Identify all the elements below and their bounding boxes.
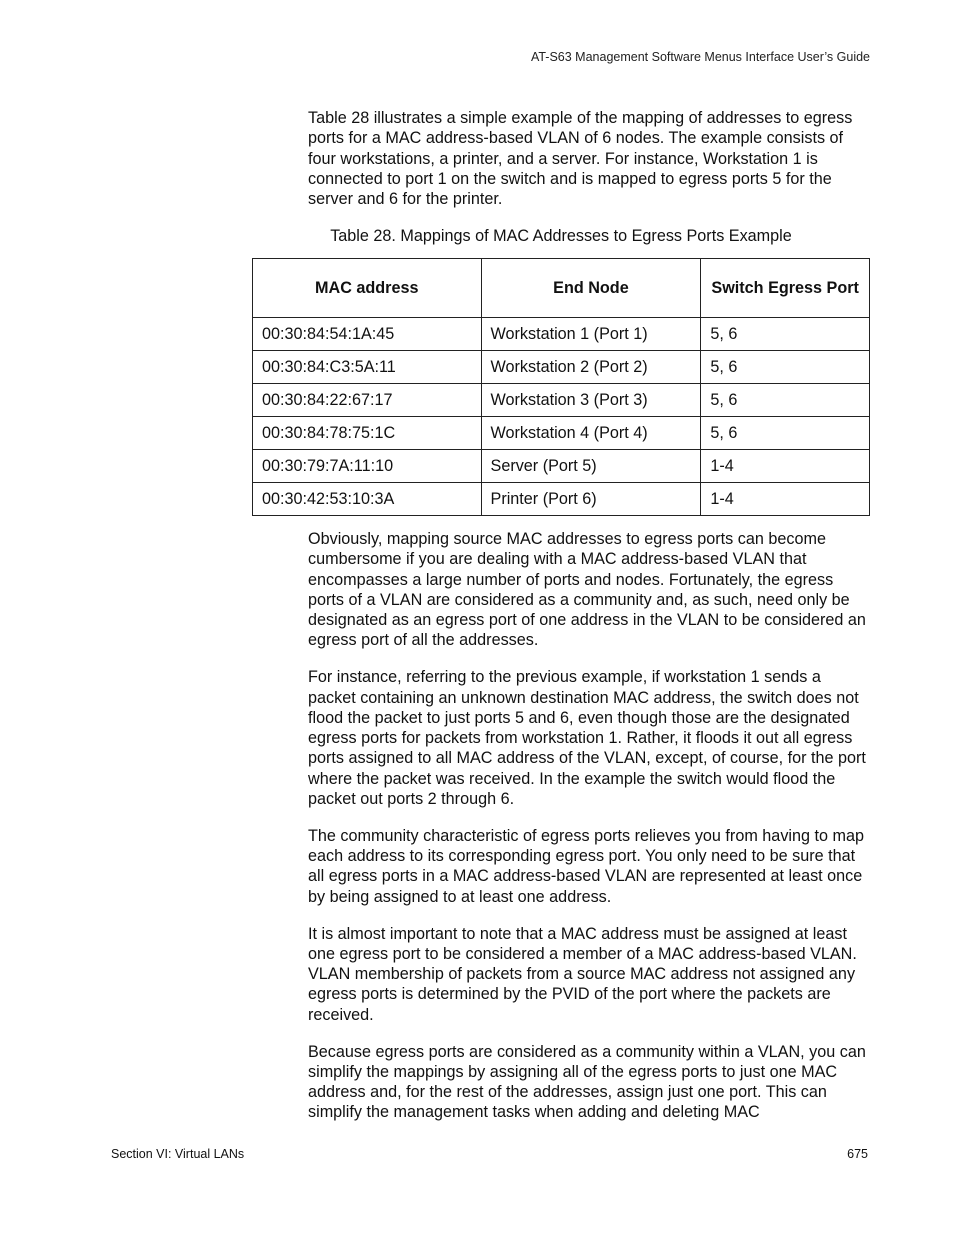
column-header-mac: MAC address <box>253 259 482 318</box>
column-header-end-node: End Node <box>481 259 701 318</box>
table-header-row <box>253 259 870 318</box>
table-row <box>253 384 870 417</box>
page-number: 675 <box>847 1147 868 1161</box>
mac-cell: 00:30:79:7A:11:10 <box>253 450 482 483</box>
column-header-egress-port: Switch Egress Port <box>701 259 870 318</box>
egress-port-cell: 5, 6 <box>701 384 870 417</box>
table-row <box>253 483 870 516</box>
mac-cell: 00:30:84:22:67:17 <box>253 384 482 417</box>
end-node-cell: Workstation 4 (Port 4) <box>481 417 701 450</box>
body-paragraph: It is almost important to note that a MAC address must be assigned at least one egress port to be considered a member of a MAC address-based VLAN. VLAN membership of packets from a source MAC address not assigned any egress ports is determined by the PVID of the port where the packets are received. <box>308 924 857 1024</box>
egress-port-cell: 1-4 <box>701 450 870 483</box>
mac-cell: 00:30:84:C3:5A:11 <box>253 351 482 384</box>
intro-paragraph: Table 28 illustrates a simple example of the mapping of addresses to egress ports for a MAC address-based VLAN of 6 nodes. The example consists of four workstations, a printer, and a server. For instance, Workstation 1 is connected to port 1 on the switch and is mapped to egress ports 5 for the server and 6 for the printer. <box>308 109 853 209</box>
end-node-cell: Workstation 2 (Port 2) <box>481 351 701 384</box>
mac-cell: 00:30:42:53:10:3A <box>253 483 482 516</box>
body-paragraph: Because egress ports are considered as a community within a VLAN, you can simplify the mappings by assigning all of the egress ports to just one MAC address and, for the rest of the addresses, assign just one port. This can simplify the management tasks when adding and deleting MAC <box>308 1042 866 1122</box>
end-node-cell: Printer (Port 6) <box>481 483 701 516</box>
body-text <box>308 529 870 1139</box>
end-node-cell: Workstation 3 (Port 3) <box>481 384 701 417</box>
egress-port-cell: 5, 6 <box>701 318 870 351</box>
end-node-cell: Workstation 1 (Port 1) <box>481 318 701 351</box>
egress-port-cell: 5, 6 <box>701 351 870 384</box>
mac-cell: 00:30:84:78:75:1C <box>253 417 482 450</box>
table-caption: Table 28. Mappings of MAC Addresses to Egress Ports Example <box>330 227 792 245</box>
body-paragraph: For instance, referring to the previous example, if workstation 1 sends a packet containing an unknown destination MAC address, the switch does not flood the packet to just ports 5 and 6, even though those are the designated egress ports for packets from workstation 1. Rather, it floods it out all egress ports assigned to all MAC address of the VLAN, except, of course, for the port where the packet was received. In the example the switch would flood the packet out ports 2 through 6. <box>308 668 866 809</box>
footer-section: Section VI: Virtual LANs <box>111 1147 245 1161</box>
running-header: AT-S63 Management Software Menus Interface User’s Guide <box>530 50 870 64</box>
table-row <box>253 318 870 351</box>
body-paragraph: Obviously, mapping source MAC addresses to egress ports can become cumbersome if you are dealing with a MAC address-based VLAN that encompasses a large number of ports and nodes. Fortunately, the egress ports of a VLAN are considered as a community and, as such, need only be designated as an egress port of one address in the VLAN to be considered an egress port of all the addresses. <box>308 530 866 650</box>
table-row <box>253 417 870 450</box>
end-node-cell: Server (Port 5) <box>481 450 701 483</box>
egress-port-cell: 5, 6 <box>701 417 870 450</box>
table-row <box>253 450 870 483</box>
mac-mapping-table <box>252 258 870 516</box>
mac-cell: 00:30:84:54:1A:45 <box>253 318 482 351</box>
table-row <box>253 351 870 384</box>
egress-port-cell: 1-4 <box>701 483 870 516</box>
body-paragraph: The community characteristic of egress ports relieves you from having to map each address to its corresponding egress port. You only need to be sure that all egress ports in a MAC address-based VLAN are represented at least once by being assigned to at least one address. <box>308 826 864 906</box>
intro-block <box>308 108 870 209</box>
